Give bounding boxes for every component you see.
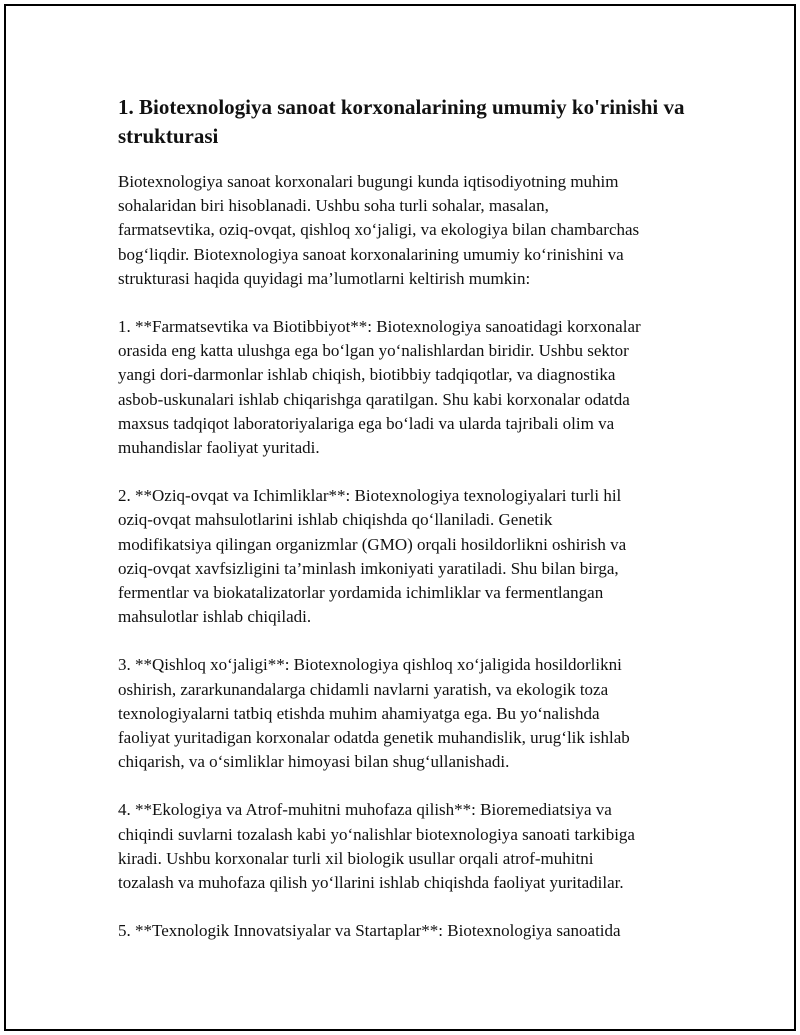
document-body	[118, 93, 698, 967]
intro-paragraph: Biotexnologiya sanoat korxonalari bugungi kunda iqtisodiyotning muhim sohalaridan biri hisoblanadi. Ushbu soha turli sohalar, masalan, farmatsevtika, oziq-ovqat, qishloq xo‘jaligi, va ekologiya bilan chambarchas bog‘liqdir. Biotexnologiya sanoat korxonalarining umumiy ko‘rinishini va strukturasi haqida quyidagi ma’lumotlarni keltirish mumkin:	[118, 172, 640, 288]
paragraph-agriculture: 3. **Qishloq xo‘jaligi**: Biotexnologiya qishloq xo‘jaligida hosildorlikni oshirish, zararkunandalarga chidamli navlarni yaratish, va ekologik toza texnologiyalarni tatbiq etishda muhim ahamiyatga ega. Bu yo‘nalishda faoliyat yuritadigan korxonalar odatda genetik muhandislik, urug‘lik ishlab chiqarish, va o‘simliklar himoyasi bilan shug‘ullanishadi.	[118, 655, 630, 772]
document-title: 1. Biotexnologiya sanoat korxonalarining umumiy ko'rinishi va strukturasi	[118, 95, 685, 148]
paragraph-food: 2. **Oziq-ovqat va Ichimliklar**: Biotexnologiya texnologiyalari turli hil oziq-ovqat mahsulotlarini ishlab chiqishda qo‘llaniladi. Genetik modifikatsiya qilingan organizmlar (GMO) orqali hosildorlikni oshirish va oziq-ovqat xavfsizligini ta’minlash imkoniyati yaratiladi. Shu bilan birga, fermentlar va biokatalizatorlar yordamida ichimliklar va fermentlangan mahsulotlar ishlab chiqiladi.	[118, 486, 627, 627]
paragraph-pharmaceutics: 1. **Farmatsevtika va Biotibbiyot**: Biotexnologiya sanoatidagi korxonalar orasida eng katta ulushga ega bo‘lgan yo‘nalishlardan biridir. Ushbu sektor yangi dori-darmonlar ishlab chiqish, biotibbiy tadqiqotlar, va diagnostika asbob-uskunalari ishlab chiqarishga qaratilgan. Shu kabi korxonalar odatda maxsus tadqiqot laboratoriyalariga ega bo‘ladi va ularda tajribali olim va muhandislar faoliyat yuritadi.	[118, 317, 641, 458]
paragraph-innovations: 5. **Texnologik Innovatsiyalar va Startaplar**: Biotexnologiya sanoatida	[118, 921, 621, 941]
paragraph-ecology: 4. **Ekologiya va Atrof-muhitni muhofaza qilish**: Bioremediatsiya va chiqindi suvlarni tozalash kabi yo‘nalishlar biotexnologiya sanoati tarkibiga kiradi. Ushbu korxonalar turli xil biologik usullar orqali atrof-muhitni tozalash va muhofaza qilish yo‘llarini ishlab chiqishda faoliyat yuritadilar.	[118, 800, 635, 893]
